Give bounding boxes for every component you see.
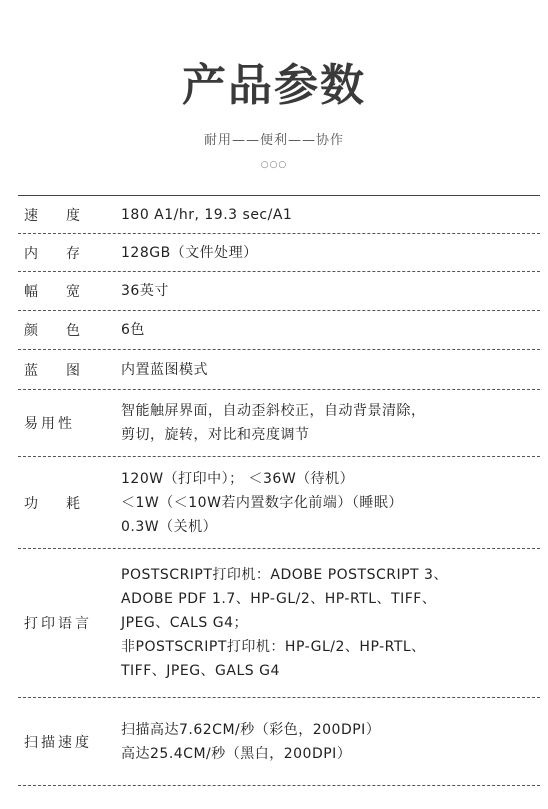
spec-row-memory	[18, 234, 540, 272]
spec-value	[118, 718, 540, 766]
spec-label: 扫描速度	[24, 734, 92, 751]
spec-value-line: 6色	[121, 322, 145, 338]
spec-label-char: 功	[24, 495, 38, 512]
spec-value	[118, 467, 540, 539]
spec-value-line: JPEG、CALS G4；	[121, 615, 249, 631]
decorative-dots: ○○○	[260, 160, 288, 170]
spec-value-line: 非POSTSCRIPT打印机：HP-GL/2、HP-RTL、	[121, 639, 426, 655]
spec-value-line: 180 A1/hr, 19.3 sec/A1	[121, 206, 293, 223]
spec-value-line: 36英寸	[121, 283, 169, 299]
page-subtitle: 耐用——便利——协作	[203, 133, 344, 148]
spec-label-char: 度	[66, 207, 80, 224]
spec-label-char: 宽	[66, 284, 80, 300]
spec-row-print-language	[18, 549, 540, 698]
spec-label-char: 耗	[66, 495, 80, 512]
spec-row-width	[18, 272, 540, 311]
spec-value-line: 智能触屏界面，自动歪斜校正，自动背景清除，	[121, 403, 426, 419]
spec-label	[18, 205, 80, 225]
spec-label-char: 颜	[24, 323, 38, 339]
spec-value	[118, 279, 540, 303]
spec-value-line: POSTSCRIPT打印机：ADOBE POSTSCRIPT 3、	[121, 567, 448, 583]
spec-label-char: 图	[66, 362, 80, 379]
spec-row-usability	[18, 390, 540, 457]
spec-row-scan-speed	[18, 698, 540, 786]
spec-value	[118, 358, 540, 382]
spec-label-char: 内	[24, 245, 38, 262]
spec-label-char: 色	[66, 323, 80, 339]
spec-label	[18, 360, 80, 380]
spec-label: 打印语言	[24, 616, 92, 632]
spec-label-char: 速	[24, 207, 38, 224]
spec-value	[118, 241, 540, 265]
spec-value	[118, 318, 540, 342]
spec-row-blueprint	[18, 350, 540, 390]
spec-label	[18, 493, 80, 513]
spec-value-line: 剪切，旋转，对比和亮度调节	[121, 427, 310, 443]
spec-value-line: 128GB（文件处理）	[121, 244, 258, 261]
spec-row-speed	[18, 196, 540, 234]
spec-value-line: ＜1W（＜10W若内置数字化前端）（睡眠）	[121, 494, 403, 511]
spec-value-line: 高达25.4CM/秒（黑白，200DPI）	[121, 745, 352, 762]
spec-label-char: 幅	[24, 284, 38, 300]
spec-value-line: ADOBE PDF 1.7、HP-GL/2、HP-RTL、TIFF、	[121, 591, 437, 607]
spec-table	[18, 196, 540, 786]
spec-value-line: 内置蓝图模式	[121, 361, 208, 378]
spec-row-color	[18, 311, 540, 350]
spec-row-power	[18, 457, 540, 549]
spec-value-line: 120W（打印中）； ＜36W（待机）	[121, 470, 355, 487]
spec-value	[118, 203, 540, 227]
spec-label	[18, 281, 80, 301]
spec-value	[118, 399, 540, 447]
spec-value	[118, 563, 540, 683]
spec-label	[18, 243, 80, 263]
spec-value-line: 0.3W（关机）	[121, 518, 218, 535]
spec-value-line: 扫描高达7.62CM/秒（彩色，200DPI）	[121, 721, 381, 738]
spec-label	[18, 320, 80, 340]
spec-label: 易用性	[24, 416, 75, 432]
spec-label-char: 存	[66, 245, 80, 262]
page-title: 产品参数	[182, 60, 366, 111]
spec-label-char: 蓝	[24, 362, 38, 379]
spec-value-line: TIFF、JPEG、GALS G4	[121, 663, 280, 679]
